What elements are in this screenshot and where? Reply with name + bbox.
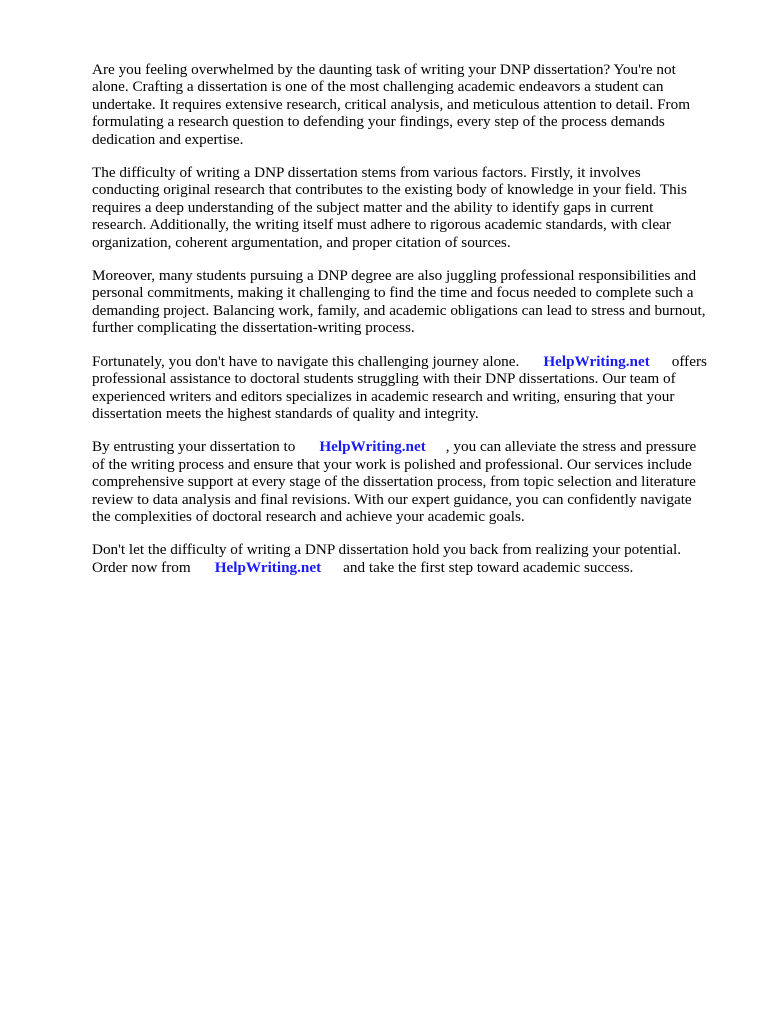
text-line: demanding project. Balancing work, family, and academic obligations can lead to stress and burnout, — [92, 301, 706, 319]
text-line: research. Additionally, the writing itself must adhere to rigorous academic standards, with clear — [92, 216, 671, 234]
text-line: of the writing process and ensure that your work is polished and professional. Our services include — [92, 455, 692, 473]
helpwriting-link[interactable]: HelpWriting.net — [543, 352, 650, 370]
paragraph-commitments — [92, 267, 732, 337]
paragraph-cta — [92, 541, 732, 576]
text-line: the complexities of doctoral research and achieve your academic goals. — [92, 507, 525, 525]
text-line: personal commitments, making it challenging to find the time and focus needed to complete such a — [92, 284, 694, 302]
document-page — [92, 61, 732, 592]
text-line: The difficulty of writing a DNP dissertation stems from various factors. Firstly, it involves — [92, 164, 641, 182]
text-line: Moreover, many students pursuing a DNP degree are also juggling professional responsibilities and — [92, 267, 697, 285]
text-line: dedication and expertise. — [92, 130, 244, 148]
text-line — [92, 438, 732, 455]
paragraph-intro — [92, 61, 732, 148]
text-line: experienced writers and editors specializes in academic research and writing, ensuring that your — [92, 387, 675, 405]
text-line: further complicating the dissertation-writing process. — [92, 319, 415, 337]
text-line: comprehensive support at every stage of the dissertation process, from topic selection and literature — [92, 473, 696, 491]
text-line — [92, 559, 732, 576]
text-line: review to data analysis and final revisions. With our expert guidance, you can confidently navigate — [92, 490, 692, 508]
paragraph-entrusting — [92, 438, 732, 525]
helpwriting-link[interactable]: HelpWriting.net — [319, 438, 426, 456]
text-segment: and take the first step toward academic success. — [343, 558, 634, 576]
text-segment: Order now from — [92, 558, 191, 576]
text-line: formulating a research question to defending your findings, every step of the process demands — [92, 113, 665, 131]
text-line: requires a deep understanding of the subject matter and the ability to identify gaps in current — [92, 198, 654, 216]
text-segment: Fortunately, you don't have to navigate this challenging journey alone. — [92, 352, 520, 370]
text-line: undertake. It requires extensive research, critical analysis, and meticulous attention to detail. From — [92, 95, 691, 113]
text-line: conducting original research that contributes to the existing body of knowledge in your field. This — [92, 181, 687, 199]
text-segment: , you can alleviate the stress and pressure — [445, 438, 697, 456]
text-line — [92, 353, 732, 370]
paragraph-assistance — [92, 353, 732, 423]
text-line: dissertation meets the highest standards of quality and integrity. — [92, 404, 479, 422]
text-line: Are you feeling overwhelmed by the daunting task of writing your DNP dissertation? You're not — [92, 61, 676, 78]
paragraph-difficulty — [92, 164, 732, 251]
text-segment: offers — [671, 352, 707, 370]
text-line: Don't let the difficulty of writing a DNP dissertation hold you back from realizing your potential. — [92, 541, 682, 559]
text-line: alone. Crafting a dissertation is one of the most challenging academic endeavors a student can — [92, 78, 664, 96]
text-line: organization, coherent argumentation, and proper citation of sources. — [92, 233, 511, 251]
text-segment: By entrusting your dissertation to — [92, 438, 296, 456]
text-line: professional assistance to doctoral students struggling with their DNP dissertations. Our team of — [92, 370, 676, 388]
helpwriting-link[interactable]: HelpWriting.net — [214, 558, 322, 576]
